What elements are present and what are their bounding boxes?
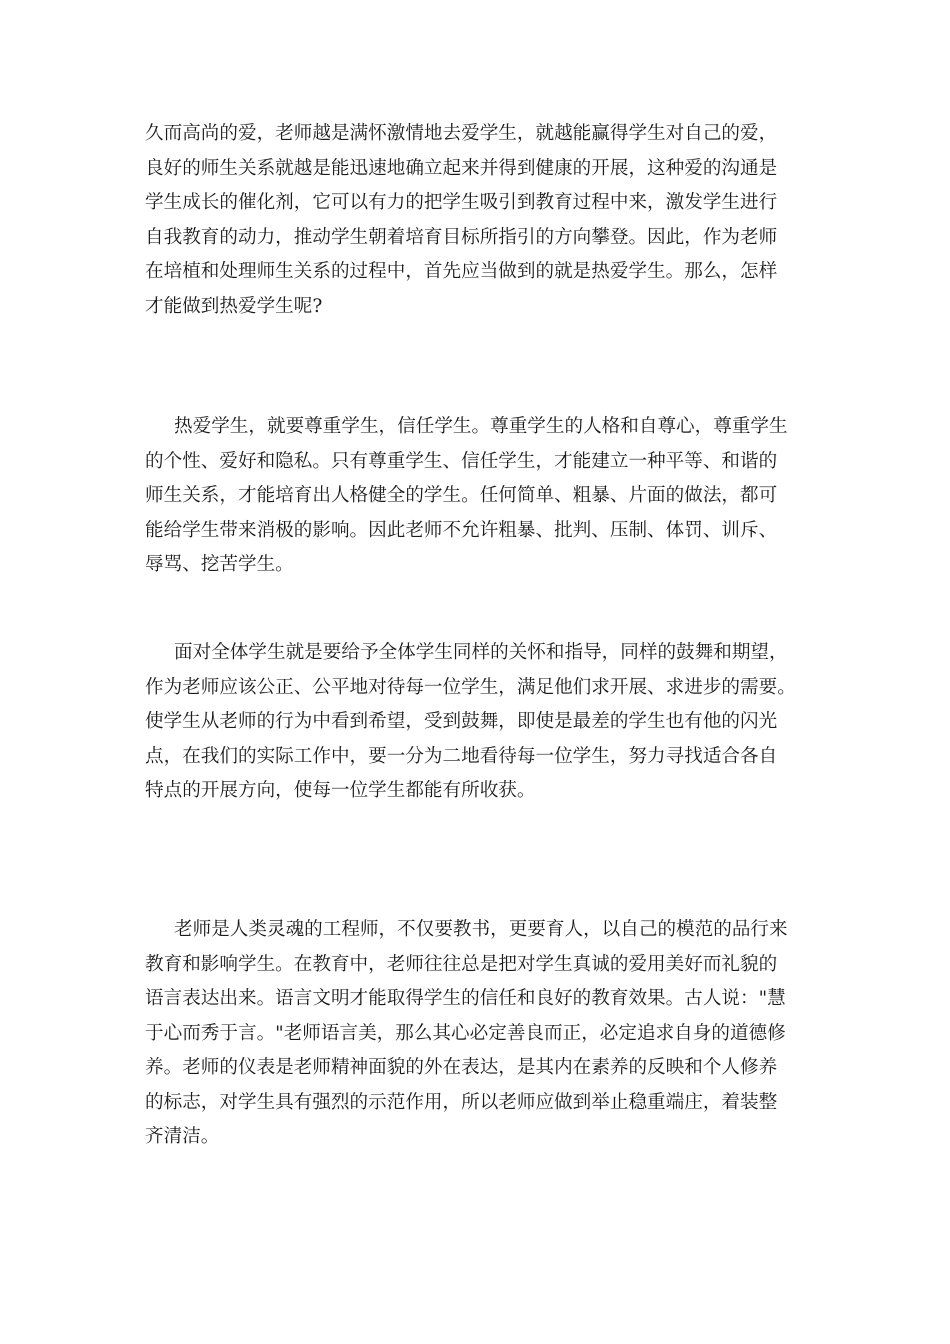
text-line: 养。老师的仪表是老师精神面貌的外在表达，是其内在素养的反映和个人修养 xyxy=(145,1057,778,1078)
text-line: 良好的师生关系就越是能迅速地确立起来并得到健康的开展，这种爱的沟通是 xyxy=(145,157,778,179)
text-line: 点，在我们的实际工作中，要一分为二地看待每一位学生，努力寻找适合各自 xyxy=(145,745,778,767)
text-line: 作为老师应该公正、公平地对待每一位学生，满足他们求开展、求进步的需要。 xyxy=(145,676,796,698)
text-line: 久而高尚的爱，老师越是满怀激情地去爱学生，就越能赢得学生对自己的爱， xyxy=(145,123,778,144)
text-line: 辱骂、挖苦学生。 xyxy=(145,554,294,575)
text-line: 教育和影响学生。在教育中，老师往往总是把对学生真诚的爱用美好而礼貌的 xyxy=(145,953,778,975)
text-line: 能给学生带来消极的影响。因此老师不允许粗暴、批判、压制、体罚、训斥、 xyxy=(145,519,778,541)
text-line: 老师是人类灵魂的工程师，不仅要教书，更要育人，以自己的模范的品行来 xyxy=(174,919,788,940)
text-line: 的标志，对学生具有强烈的示范作用，所以老师应做到举止稳重端庄，着装整 xyxy=(145,1091,778,1113)
text-line: 语言表达出来。语言文明才能取得学生的信任和良好的教育效果。古人说："慧 xyxy=(145,988,786,1009)
paragraph-3 xyxy=(145,636,810,809)
paragraph-2 xyxy=(145,410,810,583)
text-line: 齐清洁。 xyxy=(145,1126,220,1147)
text-line: 热爱学生，就要尊重学生，信任学生。尊重学生的人格和自尊心，尊重学生 xyxy=(174,416,788,437)
text-line: 使学生从老师的行为中看到希望，受到鼓舞，即使是最差的学生也有他的闪光 xyxy=(145,711,778,732)
paragraph-4 xyxy=(145,913,810,1155)
text-line: 面对全体学生就是要给予全体学生同样的关怀和指导，同样的鼓舞和期望， xyxy=(174,642,788,663)
text-line: 于心而秀于言。"老师语言美，那么其心必定善良而正，必定追求自身的道德修 xyxy=(145,1022,786,1044)
text-line: 学生成长的催化剂，它可以有力的把学生吸引到教育过程中来，激发学生进行 xyxy=(145,192,778,213)
text-line: 自我教育的动力，推动学生朝着培育目标所指引的方向攀登。因此，作为老师 xyxy=(145,226,778,248)
text-line: 才能做到热爱学生呢? xyxy=(145,295,323,317)
text-line: 在培植和处理师生关系的过程中，首先应当做到的就是热爱学生。那么，怎样 xyxy=(145,261,778,282)
text-line: 师生关系，才能培育出人格健全的学生。任何简单、粗暴、片面的做法，都可 xyxy=(145,485,778,506)
paragraph-1 xyxy=(145,117,810,324)
text-line: 的个性、爱好和隐私。只有尊重学生、信任学生，才能建立一种平等、和谐的 xyxy=(145,450,778,472)
text-line: 特点的开展方向，使每一位学生都能有所收获。 xyxy=(145,780,536,801)
